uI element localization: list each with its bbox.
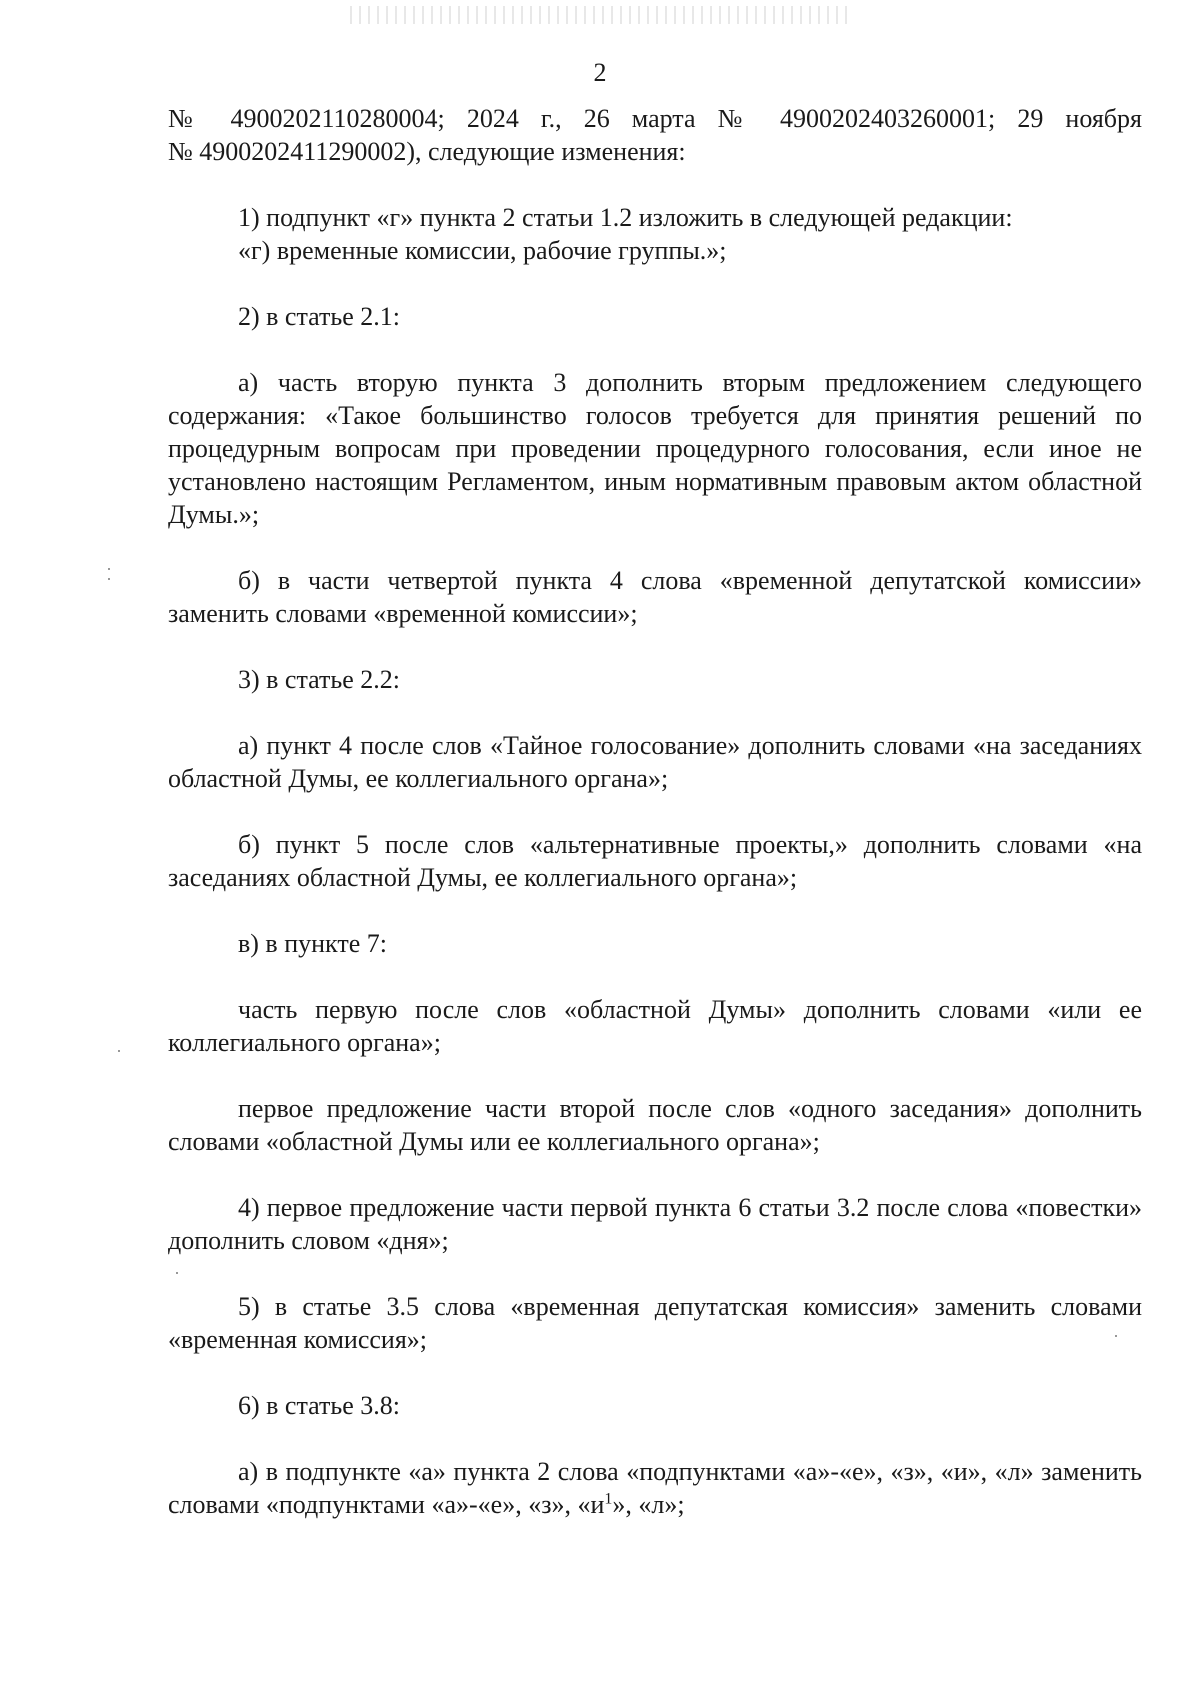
scan-speck <box>118 1050 120 1052</box>
paragraph-item-2: 2) в статье 2.1: <box>238 302 401 331</box>
paragraph-line: № 4900202411290002), следующие изменения: <box>168 137 686 166</box>
paragraph-item-5: 5) в статье 3.5 слова «временная депутатская комиссия» заменить словами «временная комиссия»; <box>168 1292 1142 1354</box>
superscript: 1 <box>604 1490 613 1508</box>
paragraph-text: », «л»; <box>612 1490 685 1519</box>
paragraph-item-3: 3) в статье 2.2: <box>238 665 401 694</box>
paragraph-item-6: 6) в статье 3.8: <box>238 1391 401 1420</box>
page-number: 2 <box>593 58 607 87</box>
paragraph-item-1 <box>168 201 1142 267</box>
scan-artifact <box>350 6 850 24</box>
document-body <box>168 102 1142 1521</box>
paragraph-item-2a: а) часть вторую пункта 3 дополнить вторым предложением следующего содержания: «Такое большинство голосов требуется для принятия решений по процедурным вопросам при проведении процедурного голосования, если иное не установлено настоящим Регламентом, иным нормативным правовым актом областной Думы.»; <box>168 368 1142 529</box>
paragraph-item-3v-1: часть первую после слов «областной Думы» дополнить словами «или ее коллегиального органа»; <box>168 995 1142 1057</box>
scan-speck <box>108 578 110 580</box>
paragraph-line: 1) подпункт «г» пункта 2 статьи 1.2 изложить в следующей редакции: <box>238 203 1013 232</box>
paragraph-item-3b: б) пункт 5 после слов «альтернативные проекты,» дополнить словами «на заседаниях областной Думы, ее коллегиального органа»; <box>168 830 1142 892</box>
paragraph-line: № 4900202110280004; 2024 г., 26 марта № 4900202403260001; 29 ноября <box>168 104 1142 133</box>
paragraph-item-4: 4) первое предложение части первой пункта 6 статьи 3.2 после слова «повестки» дополнить словом «дня»; <box>168 1193 1142 1255</box>
paragraph-item-6a <box>168 1455 1142 1521</box>
scan-speck <box>108 568 110 570</box>
paragraph-intro <box>168 102 1142 168</box>
paragraph-item-3a: а) пункт 4 после слов «Тайное голосование» дополнить словами «на заседаниях областной Думы, ее коллегиального органа»; <box>168 731 1142 793</box>
paragraph-item-3v: в) в пункте 7: <box>238 929 387 958</box>
paragraph-line: «г) временные комиссии, рабочие группы.»; <box>238 236 727 265</box>
paragraph-item-3v-2: первое предложение части второй после слов «одного заседания» дополнить словами «областной Думы или ее коллегиального органа»; <box>168 1094 1142 1156</box>
paragraph-item-2b: б) в части четвертой пункта 4 слова «временной депутатской комиссии» заменить словами «временной комиссии»; <box>168 566 1142 628</box>
paragraph-text: а) в подпункте «а» пункта 2 слова «подпунктами «а»-«е», «з», «и», «л» заменить словами «подпунктами «а»-«е», «з», «и <box>168 1457 1142 1519</box>
